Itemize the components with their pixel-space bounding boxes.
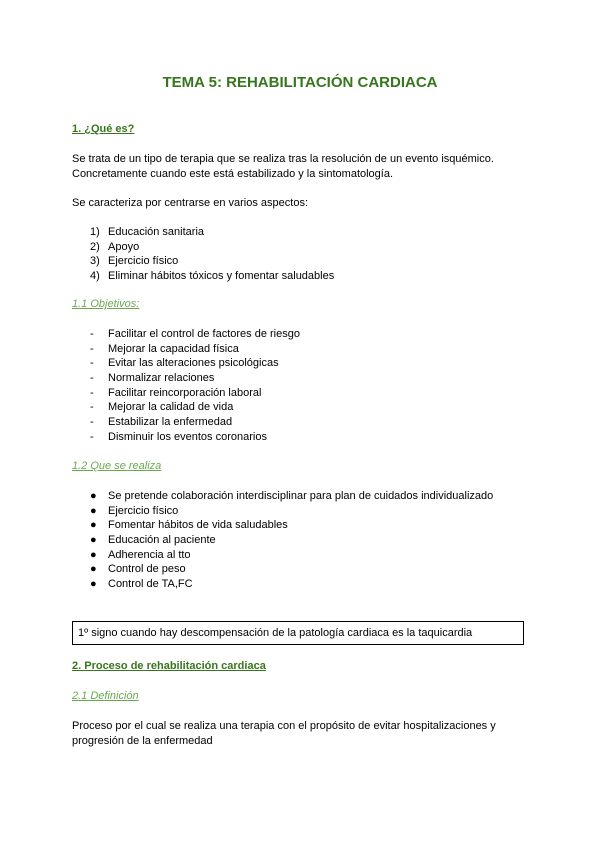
list-item <box>90 548 493 563</box>
list-item-text: Disminuir los eventos coronarios <box>108 430 267 443</box>
dash-marker: - <box>90 401 94 414</box>
objectives-list <box>90 327 300 445</box>
list-marker: 2) <box>90 240 100 253</box>
section-2-heading: 2. Proceso de rehabilitación cardiaca <box>72 660 266 672</box>
section-1-2-heading: 1.2 Que se realiza <box>72 460 162 472</box>
dash-marker: - <box>90 342 94 355</box>
paragraph-line: progresión de la enfermedad <box>72 735 213 747</box>
list-marker: 1) <box>90 226 100 238</box>
list-item <box>90 386 300 401</box>
section-1-paragraph-2: Se caracteriza por centrarse en varios aspectos: <box>72 197 309 209</box>
list-item-text: Educación al paciente <box>108 534 216 547</box>
list-item <box>90 371 300 386</box>
list-item-text: Ejercicio físico <box>108 255 179 268</box>
bullet-marker: ● <box>90 504 97 517</box>
list-item-text: Normalizar relaciones <box>108 372 215 385</box>
list-item <box>90 562 493 577</box>
dash-marker: - <box>90 372 94 385</box>
list-item-text: Educación sanitaria <box>108 226 205 238</box>
section-2-paragraph <box>72 719 532 749</box>
list-item <box>90 269 334 284</box>
list-item-text: Mejorar la capacidad física <box>108 342 239 355</box>
list-item-text: Adherencia al tto <box>108 548 191 561</box>
paragraph-line: Proceso por el cual se realiza una terapia con el propósito de evitar hospitalizaciones y <box>72 720 496 732</box>
list-item <box>90 400 300 415</box>
list-item-text: Se pretende colaboración interdisciplinar para plan de cuidados individualizado <box>108 490 494 502</box>
list-item <box>90 415 300 430</box>
dash-marker: - <box>90 416 94 429</box>
list-item <box>90 225 334 240</box>
list-item-text: Fomentar hábitos de vida saludables <box>108 519 288 532</box>
list-item <box>90 240 334 255</box>
list-item-text: Estabilizar la enfermedad <box>108 416 233 429</box>
list-item-text: Apoyo <box>108 240 140 253</box>
bullet-marker: ● <box>90 548 97 561</box>
list-item <box>90 533 493 548</box>
list-item <box>90 518 493 533</box>
paragraph-line: Concretamente cuando este está estabilizado y la sintomatología. <box>72 168 394 180</box>
dash-marker: - <box>90 328 94 340</box>
list-item <box>90 430 300 445</box>
list-item <box>90 577 493 592</box>
bullet-marker: ● <box>90 519 97 532</box>
list-item-text: Evitar las alteraciones psicológicas <box>108 357 279 370</box>
list-item <box>90 254 334 269</box>
bullet-marker: ● <box>90 578 97 591</box>
list-item <box>90 356 300 371</box>
bullet-marker: ● <box>90 490 97 502</box>
section-1-heading: 1. ¿Qué es? <box>72 123 135 135</box>
list-item <box>90 342 300 357</box>
list-item-text: Control de peso <box>108 563 186 576</box>
section-1-paragraph-1 <box>72 152 532 182</box>
activities-list <box>90 489 493 592</box>
list-item-text: Facilitar reincorporación laboral <box>108 386 262 399</box>
list-item-text: Ejercicio físico <box>108 504 179 517</box>
aspects-list <box>90 225 334 284</box>
bullet-marker: ● <box>90 534 97 547</box>
section-1-1-heading: 1.1 Objetivos: <box>72 298 140 310</box>
dash-marker: - <box>90 386 94 399</box>
list-item <box>90 504 493 519</box>
list-item-text: Mejorar la calidad de vida <box>108 401 234 414</box>
dash-marker: - <box>90 430 94 443</box>
list-marker: 4) <box>90 270 100 283</box>
paragraph-line: Se trata de un tipo de terapia que se realiza tras la resolución de un evento isquémico. <box>72 153 494 165</box>
list-item-text: Facilitar el control de factores de riesgo <box>108 328 300 340</box>
list-item-text: Eliminar hábitos tóxicos y fomentar saludables <box>108 270 335 283</box>
section-2-1-heading: 2.1 Definición <box>72 690 139 702</box>
list-item-text: Control de TA,FC <box>108 578 193 591</box>
note-box: 1º signo cuando hay descompensación de la patología cardiaca es la taquicardia <box>72 621 524 645</box>
list-item <box>90 489 493 504</box>
bullet-marker: ● <box>90 563 97 576</box>
dash-marker: - <box>90 357 94 370</box>
list-marker: 3) <box>90 255 100 268</box>
list-item <box>90 327 300 342</box>
document-title: TEMA 5: REHABILITACIÓN CARDIACA <box>162 74 438 91</box>
